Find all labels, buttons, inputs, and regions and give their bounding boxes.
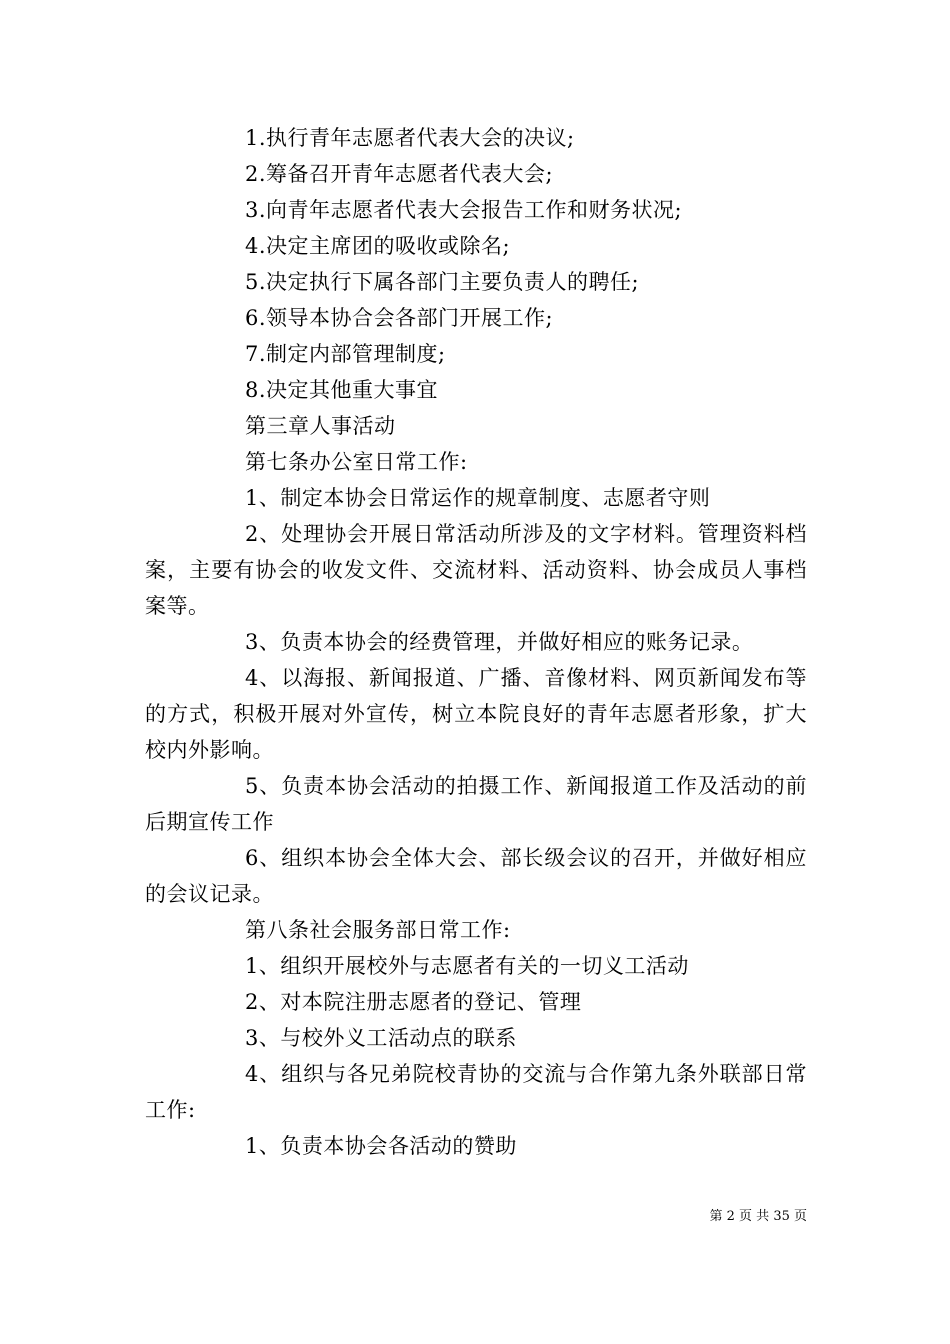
page-number: 第 2 页 共 35 页: [709, 1209, 807, 1224]
paragraph: 5、负责本协会活动的拍摄工作、新闻报道工作及活动的前后期宣传工作: [145, 774, 807, 834]
paragraph: 3、与校外义工活动点的联系: [245, 1026, 517, 1050]
paragraph: 2、处理协会开展日常活动所涉及的文字材料。管理资料档案，主要有协会的收发文件、交流材料、活动资料、协会成员人事档案等。: [145, 522, 807, 618]
chapter-heading: 第三章人事活动: [245, 414, 396, 438]
paragraph: 8.决定其他重大事宜: [245, 378, 439, 402]
paragraph: 6.领导本协合会各部门开展工作;: [245, 306, 554, 330]
paragraph: 2、对本院注册志愿者的登记、管理: [245, 990, 582, 1014]
document-body: [145, 120, 807, 1164]
article-heading: 第七条办公室日常工作:: [245, 450, 468, 474]
paragraph: 4、组织与各兄弟院校青协的交流与合作第九条外联部日常工作:: [145, 1062, 807, 1122]
paragraph: 1、制定本协会日常运作的规章制度、志愿者守则: [245, 486, 711, 510]
paragraph: 3.向青年志愿者代表大会报告工作和财务状况;: [245, 198, 683, 222]
paragraph: 6、组织本协会全体大会、部长级会议的召开，并做好相应的会议记录。: [145, 846, 807, 906]
paragraph: 1.执行青年志愿者代表大会的决议;: [245, 126, 575, 150]
paragraph: 1、组织开展校外与志愿者有关的一切义工活动: [245, 954, 689, 978]
article-heading: 第八条社会服务部日常工作:: [245, 918, 511, 942]
paragraph: 4.决定主席团的吸收或除名;: [245, 234, 511, 258]
paragraph: 2.筹备召开青年志愿者代表大会;: [245, 162, 554, 186]
paragraph: 5.决定执行下属各部门主要负责人的聘任;: [245, 270, 640, 294]
paragraph: 4、以海报、新闻报道、广播、音像材料、网页新闻发布等的方式，积极开展对外宣传，树立本院良好的青年志愿者形象，扩大校内外影响。: [145, 666, 807, 762]
paragraph: 7.制定内部管理制度;: [245, 342, 446, 366]
paragraph: 3、负责本协会的经费管理，并做好相应的账务记录。: [245, 630, 754, 654]
paragraph: 1、负责本协会各活动的赞助: [245, 1134, 517, 1158]
